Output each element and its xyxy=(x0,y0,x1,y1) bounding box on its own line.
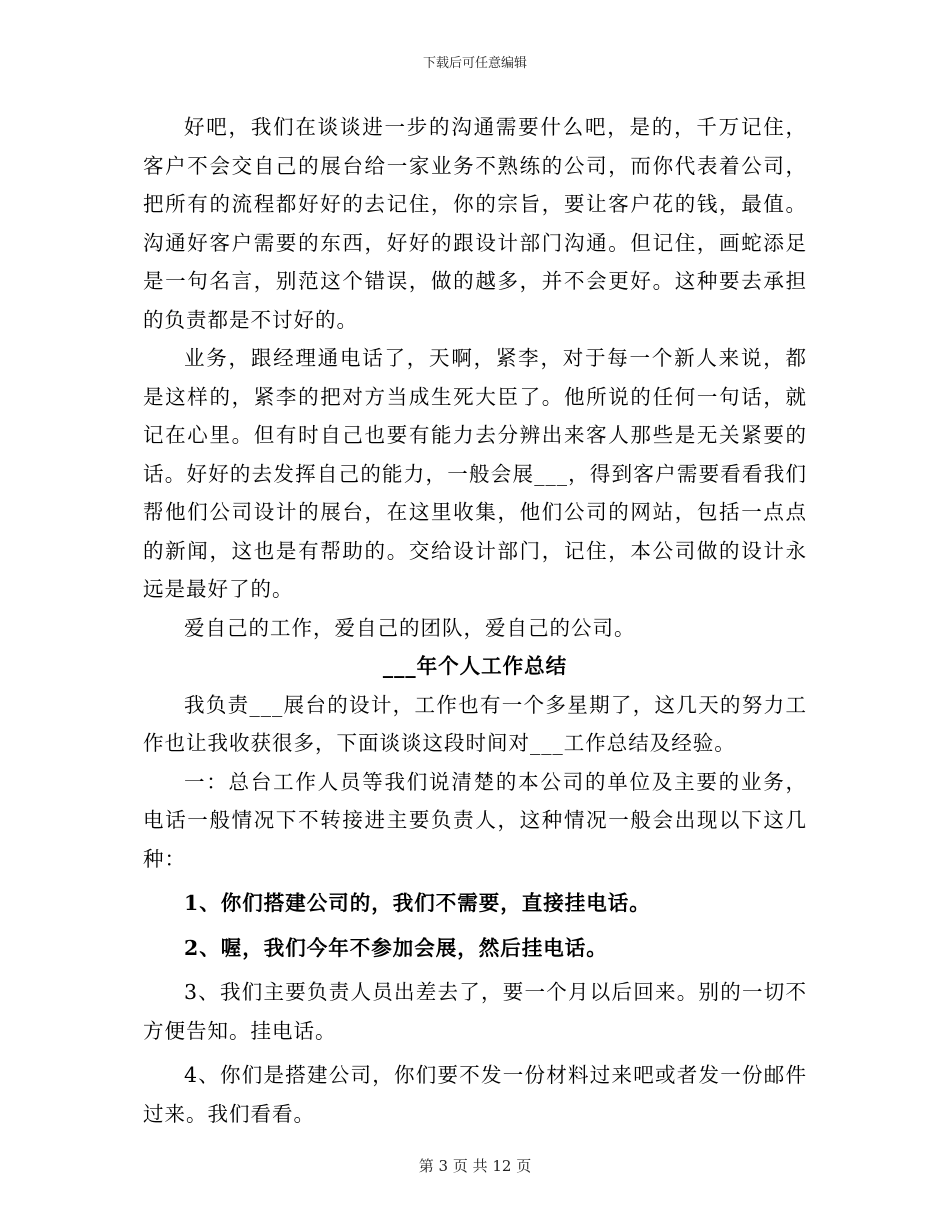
page-header: 下载后可任意编辑 xyxy=(422,56,527,71)
list-item: 4、你们是搭建公司，你们要不发一份材料过来吧或者发一份邮件过来。我们看看。 xyxy=(143,1063,807,1126)
list-item: 3、我们主要负责人员出差去了，要一个月以后回来。别的一切不方便告知。挂电话。 xyxy=(143,980,807,1043)
section-title: ___年个人工作总结 xyxy=(382,654,568,678)
page-footer: 第 3 页 共 12 页 xyxy=(418,1157,532,1175)
paragraph: 业务，跟经理通电话了，天啊，紧李，对于每一个新人来说，都是这样的，紧李的把对方当成生死大臣了。他所说的任何一句话，就记在心里。但有时自己也要有能力去分辨出来客人那些是无关紧要的话。好好的去发挥自己的能力，一般会展___，得到客户需要看看我们帮他们公司设计的展台，在这里收集，他们公司的网站，包括一点点的新闻，这也是有帮助的。交给设计部门，记住，本公司做的设计永远是最好了的。 xyxy=(143,346,807,601)
list-item: 1、你们搭建公司的，我们不需要，直接挂电话。 xyxy=(184,891,651,915)
paragraph: 一：总台工作人员等我们说清楚的本公司的单位及主要的业务，电话一般情况下不转接进主要负责人，这种情况一般会出现以下这几种： xyxy=(143,769,807,871)
paragraph: 好吧，我们在谈谈进一步的沟通需要什么吧，是的，千万记住，客户不会交自己的展台给一家业务不熟练的公司，而你代表着公司，把所有的流程都好好的去记住，你的宗旨，要让客户花的钱，最值。沟通好客户需要的东西，好好的跟设计部门沟通。但记住，画蛇添足是一句名言，别范这个错误，做的越多，并不会更好。这种要去承担的负责都是不讨好的。 xyxy=(143,115,807,332)
paragraph: 我负责___展台的设计，工作也有一个多星期了，这几天的努力工作也让我收获很多，下面谈谈这段时间对___工作总结及经验。 xyxy=(143,692,807,755)
list-item: 2、喔，我们今年不参加会展，然后挂电话。 xyxy=(184,935,608,960)
document-body xyxy=(143,108,807,1133)
paragraph: 爱自己的工作，爱自己的团队，爱自己的公司。 xyxy=(184,615,636,640)
